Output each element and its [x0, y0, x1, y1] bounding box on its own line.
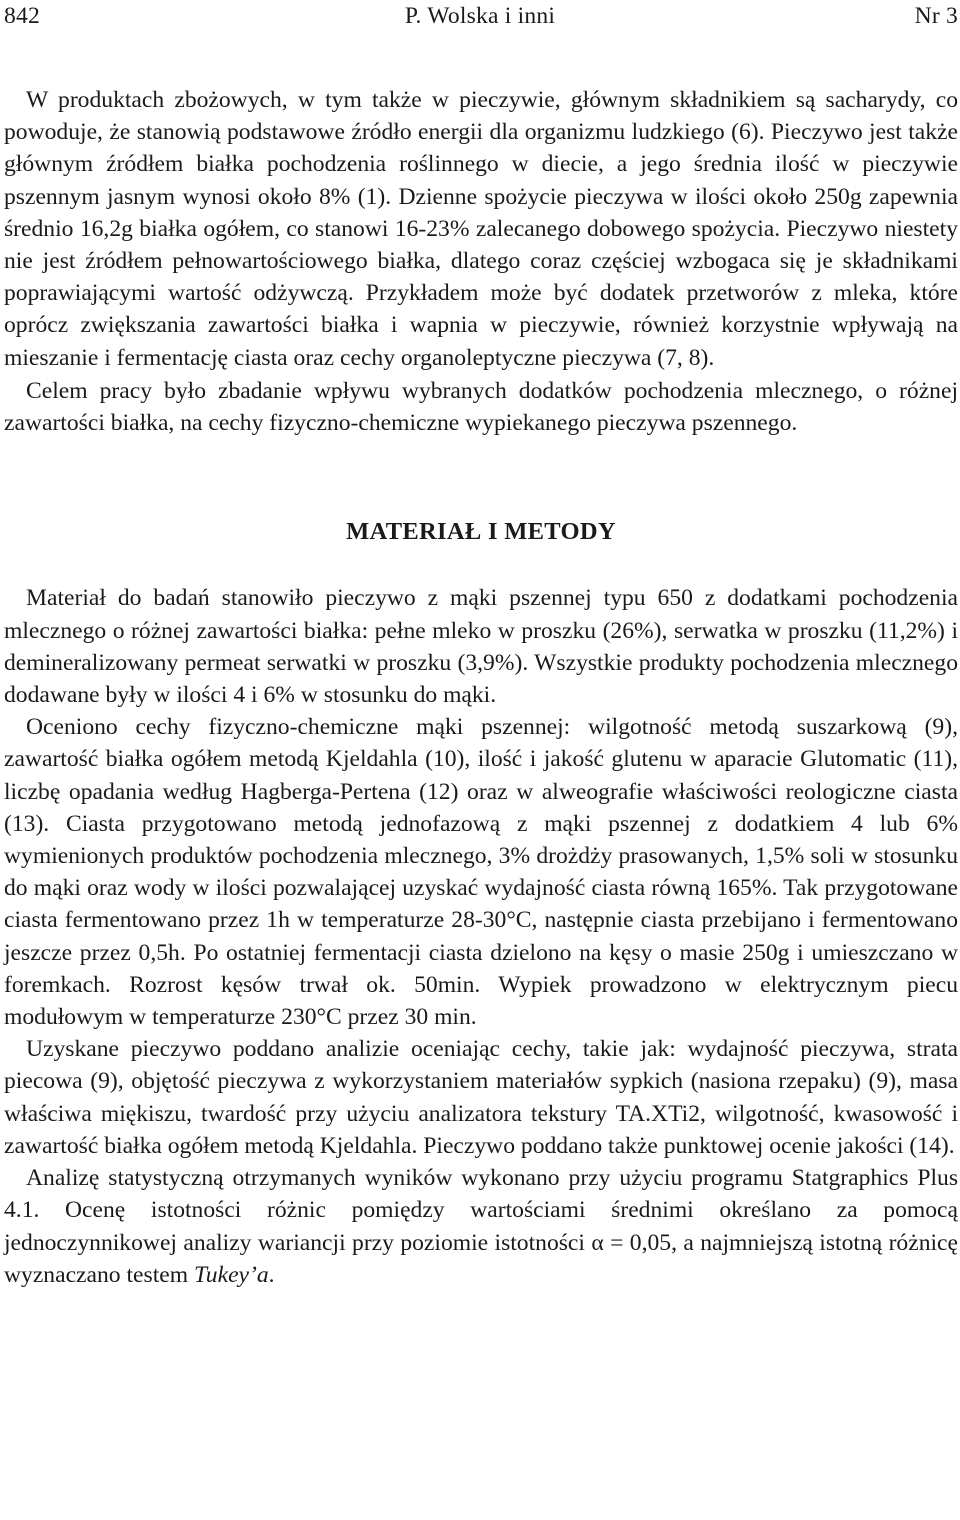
analysis-paragraph: Uzyskane pieczywo poddano analizie oceniając cechy, takie jak: wydajność pieczywa, strata piecowa (9), objętość pieczywa z wykorzystaniem materiałów sypkich (nasiona rzepaku) (9), masa właściwa miękiszu, twardość przy użyciu analizatora tekstury TA.XTi2, wilgotność, kwasowość i zawartość białka ogółem metodą Kjeldahla. Pieczywo poddano także punktowej ocenie jakości (14).: [4, 1036, 958, 1159]
running-title: P. Wolska i inni: [404, 3, 556, 29]
statistics-paragraph: [4, 1162, 958, 1291]
issue-number: Nr 3: [914, 3, 958, 29]
tukey-test-name: Tukey’a: [193, 1261, 269, 1288]
statistics-end: .: [268, 1261, 275, 1288]
intro-paragraph: W produktach zbożowych, w tym także w pieczywie, głównym składnikiem są sacharydy, co powoduje, że stanowią podstawowe źródło energii dla organizmu ludzkiego (6). Pieczywo jest także głównym źródłem białka pochodzenia roślinnego w diecie, a jego średnia ilość w pieczywie pszennym jasnym wynosi około 8% (1). Dzienne spożycie pieczywa w ilości około 250g zapewnia średnio 16,2g białka ogółem, co stanowi 16-23% zalecanego dobowego spożycia. Pieczywo niestety nie jest źródłem pełnowartościowego białka, dlatego coraz częściej wzbogaca się je składnikami poprawiającymi wartość odżywczą. Przykładem może być dodatek przetworów z mleka, które oprócz zwiększania zawartości białka i wapnia w pieczywie, również korzystnie wpływają na mieszanie i fermentację ciasta oraz cechy organoleptyczne pieczywa (7, 8).: [4, 87, 958, 371]
section-heading: MATERIAŁ I METODY: [346, 518, 616, 546]
methods-paragraph: Oceniono cechy fizyczno-chemiczne mąki pszennej: wilgotność metodą suszarkową (9), zawartość białka ogółem metodą Kjeldahla (10), ilość i jakość glutenu w aparacie Glutomatic (11), liczbę opadania według Hagberga-Pertena (12) oraz w alweografie właściwości reologiczne ciasta (13). Ciasta przygotowano metodą jednofazową z mąki pszennej z dodatkiem 4 lub 6% wymienionych produktów pochodzenia mlecznego, 3% drożdży prasowanych, 1,5% soli w stosunku do mąki oraz wody w ilości pozwalającej uzyskać wydajność ciasta równą 165%. Tak przygotowane ciasta fermentowano przez 1h w temperaturze 28-30°C, następnie ciasta przebijano i fermentowano jeszcze przez 0,5h. Po ostatniej fermentacji ciasta dzielono na kęsy o masie 250g i umieszczano w foremkach. Rozrost kęsów trwał ok. 50min. Wypiek prowadzono w elektrycznym piecu modułowym w temperaturze 230°C przez 30 min.: [4, 714, 958, 1031]
statistics-text: Analizę statystyczną otrzymanych wyników wykonano przy użyciu programu Statgraphics Plus 4.1. Ocenę istotności różnic pomiędzy wartościami średnimi określano za pomocą jednoczynnikowej analizy wariancji przy poziomie istotności α = 0,05, a najmniejszą istotną różnicę wyznaczano testem: [4, 1165, 958, 1288]
page-number: 842: [4, 3, 40, 29]
aim-paragraph: Celem pracy było zbadanie wpływu wybranych dodatków pochodzenia mlecznego, o różnej zawartości białka, na cechy fizyczno-chemiczne wypiekanego pieczywa pszennego.: [4, 377, 958, 437]
page-header: [4, 0, 958, 32]
material-paragraph: Materiał do badań stanowiło pieczywo z mąki pszennej typu 650 z dodatkami pochodzenia mlecznego o różnej zawartości białka: pełne mleko w proszku (26%), serwatka w proszku (11,2%) i demineralizowany permeat serwatki w proszku (3,9%). Wszystkie produkty pochodzenia mlecznego dodawane były w ilości 4 i 6% w stosunku do mąki.: [4, 585, 958, 709]
